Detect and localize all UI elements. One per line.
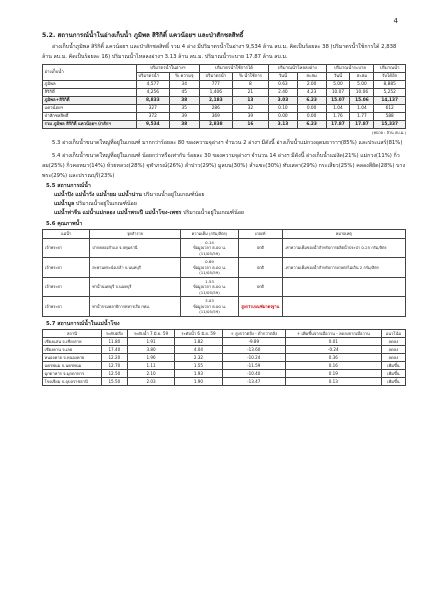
station-name: ท่าน้ำกรมพลาธิการทหารเรือ กทม. [90, 297, 181, 317]
table-row [43, 238, 406, 258]
remark: -ค่าความเค็มของน้ำสำหรับการเกษตรไม่เกิน 2 กรัม/ลิตร [282, 258, 405, 278]
subcol: ปริมาตรน้ำ [199, 73, 232, 81]
table-cell: 777 [199, 81, 232, 89]
criteria: ปกติ [239, 277, 283, 297]
table-cell: 2,183 [199, 97, 232, 105]
salinity-cell [180, 297, 238, 317]
criteria: ปกติ [239, 238, 283, 258]
remark [282, 277, 405, 297]
table-row [43, 81, 406, 89]
reservoir-name: ภูมิพล [43, 81, 137, 89]
subcol: สะสม [297, 73, 326, 81]
river-status-item [54, 209, 406, 218]
table-cell: 0.00 [297, 105, 326, 113]
mekong-col-header: + เพิ่มขึ้นจากเมื่อวาน - ลดลงจากเมื่อวาน [285, 329, 381, 337]
table-cell: 14,137 [374, 97, 406, 105]
salinity-value: 3.03 [205, 298, 214, 303]
table-cell: 2.10 [127, 369, 174, 377]
table-row [43, 353, 406, 361]
table-cell: 32 [232, 105, 268, 113]
document-body [42, 30, 406, 386]
table-cell: 34 [169, 81, 199, 89]
col-capacity: ปริมาณน้ำ [374, 65, 406, 73]
table-cell: 3.80 [127, 345, 174, 353]
table-cell: 39 [232, 113, 268, 121]
section-5-2-paragraph: อ่างเก็บน้ำภูมิพล สิริกิติ์ แควน้อยฯ และป่าสักชลสิทธิ์ รวม 4 อ่าง มีปริมาตรน้ำในอ่างฯ 9,534 ล้าน ลบ.ม. คิดเป็นร้อยละ 38 (ปริมาตรน้ำใช้การได้ 2,838 ล้าน ลบ.ม. คิดเป็นร้อยละ 16) ปริมาณน้ำไหลลงอ่างฯ 3.13 ล้าน ลบ.ม. ปริมาณน้ำระบาย 17.87 ล้าน ลบ.ม. [42, 44, 397, 60]
criteria: สูงกว่าเกณฑ์มาตรฐาน [239, 297, 283, 317]
criteria: ปกติ [239, 258, 283, 278]
table-cell: 369 [199, 113, 232, 121]
subcol: % น้ำใช้การ [232, 73, 268, 81]
col-salinity: ความเค็ม (กรัม/ลิตร) [180, 230, 238, 239]
remark [282, 297, 405, 317]
table-cell: 8 [232, 81, 268, 89]
col-river: แม่น้ำ [43, 230, 90, 239]
reservoir-name: รวม ภูมิพล สิริกิติ์ แควน้อยฯ ป่าสักฯ [43, 121, 137, 129]
table-row [43, 377, 406, 385]
table-cell: -13.60 [222, 345, 285, 353]
table-cell: 1.77 [350, 113, 374, 121]
table-row [43, 361, 406, 369]
table-cell: เพิ่มขึ้น [381, 361, 405, 369]
station-name: ท่าน้ำนนทบุรี จ.นนทบุรี [90, 277, 181, 297]
section-5-5-heading: 5.5 สถานการณ์น้ำ [46, 183, 91, 189]
col-volume: ปริมาตรน้ำในอ่างฯ [136, 65, 199, 73]
mekong-col-header: แนวโน้ม [381, 329, 405, 337]
table-cell: 3.13 [269, 121, 298, 129]
river-status: ปริมาณน้ำอยู่ในเกณฑ์น้อย [181, 210, 244, 216]
table-cell: 1.96 [127, 353, 174, 361]
table-cell: 0.13 [285, 377, 381, 385]
table-cell: 0.36 [285, 353, 381, 361]
table-row [43, 89, 406, 97]
table-cell: 17.87 [350, 121, 374, 129]
table-cell: 4.04 [175, 345, 222, 353]
mekong-col-header: ระดับน้ำ 7 มิ.ย. 59 [127, 329, 174, 337]
river-names: แม่น้ำมูล [54, 201, 75, 207]
table-cell: 17.87 [326, 121, 350, 129]
table-cell: 38 [169, 97, 199, 105]
station-name: สะพานพระนั่งเกล้า จ.นนทบุรี [90, 258, 181, 278]
table-cell: 1.93 [175, 369, 222, 377]
table-cell: 15.50 [101, 377, 127, 385]
section-5-6-heading: 5.6 คุณภาพน้ำ [46, 221, 83, 227]
salinity-cell [180, 258, 238, 278]
table-row [43, 345, 406, 353]
section-5-4: 5.4 อ่างเก็บน้ำขนาดใหญ่ที่อยู่ในเกณฑ์ น้อยกว่าหรือเท่ากับ ร้อยละ 30 ของความจุอ่างฯ จำนวน 14 อ่างฯ มีดังนี้ อ่างเก็บน้ำแม่งัด(21%) แม่กวง(11%) กิ่วลม(25%) กิ่วคอหมา(14%) ห้วยหลวง(28%) จุฬาภรณ์(26%) ลำปาว(29%) มูลบน(30%) ลำแซะ(30%) ทับเสลา(29%) กระเสียว(25%) คลองสียัด(28%) บางพระ(29%) และปราณบุรี(23%) [42, 153, 406, 179]
station-name: นครพนม จ.นครพนม [43, 361, 102, 369]
table-cell: 0.10 [269, 105, 298, 113]
table-cell: 2.32 [175, 353, 222, 361]
table-cell: -10.40 [222, 369, 285, 377]
table-cell: 6.23 [297, 97, 326, 105]
station-name: โขงเจียม จ.อุบลราชธานี [43, 377, 102, 385]
table-cell: 1.04 [350, 105, 374, 113]
table-cell: 1.82 [175, 337, 222, 345]
table-cell: -13.47 [222, 377, 285, 385]
water-quality-table [42, 229, 406, 317]
table-row [43, 277, 406, 297]
remark: -ค่าความเค็มของน้ำสำหรับการผลิตน้ำประปา 0.25 กรัม/ลิตร [282, 238, 405, 258]
river-name: เจ้าพระยา [43, 238, 90, 258]
subcol: วันนี้ [326, 73, 350, 81]
station-name: เชียงแสน จ.เชียงราย [43, 337, 102, 345]
river-name: เจ้าพระยา [43, 297, 90, 317]
mekong-col-header: ระดับน้ำ 6 มิ.ย. 59 [175, 329, 222, 337]
subcol: ปริมาตรน้ำ [136, 73, 169, 81]
table-cell: 2.03 [127, 377, 174, 385]
table-cell: 16 [232, 121, 268, 129]
table-cell: 588 [374, 113, 406, 121]
table-cell: 0.19 [285, 369, 381, 377]
col-reservoir: อ่างเก็บน้ำ [43, 65, 137, 81]
table-cell: เพิ่มขึ้น [381, 369, 405, 377]
table-cell: 2.40 [269, 89, 298, 97]
table-cell: 1.76 [326, 113, 350, 121]
station-name: มุกดาหาร จ.มุกดาหาร [43, 369, 102, 377]
subcol: รับได้อีก [374, 73, 406, 81]
table-cell: -11.59 [222, 361, 285, 369]
mekong-table [42, 329, 406, 386]
table-cell: 0.63 [269, 81, 298, 89]
table-cell: 1.11 [127, 361, 174, 369]
col-outflow: ปริมาณน้ำระบาย [326, 65, 374, 73]
table-row [43, 97, 406, 105]
table-cell: 286 [199, 105, 232, 113]
table-cell: 10.06 [350, 89, 374, 97]
table-cell: 15.07 [326, 97, 350, 105]
mekong-col-header: ระดับตลิ่ง [101, 329, 127, 337]
salinity-value: 0.89 [205, 259, 214, 264]
table-cell: 3.03 [269, 97, 298, 105]
subcol: วันนี้ [269, 73, 298, 81]
table-cell: 5,252 [374, 89, 406, 97]
table-cell: 15,337 [374, 121, 406, 129]
river-status-item [54, 191, 406, 200]
table-cell: 5.00 [350, 81, 374, 89]
table-cell: 8,885 [374, 81, 406, 89]
table-cell: 5.00 [326, 81, 350, 89]
table-cell: ลดลง [381, 337, 405, 345]
table-cell: 4.23 [297, 89, 326, 97]
river-status: ปริมาณน้ำอยู่ในเกณฑ์น้อย [141, 192, 205, 198]
mekong-col-header: สถานี [43, 329, 102, 337]
table-cell: 2,838 [199, 121, 232, 129]
table-cell: 9,534 [136, 121, 169, 129]
table-cell: 1.55 [175, 361, 222, 369]
table-cell: 39 [169, 113, 199, 121]
table-cell: 21 [232, 89, 268, 97]
table-cell: 0.01 [285, 337, 381, 345]
river-names: แม่น้ำท่าจีน แม่น้ำแม่กลอง แม่น้ำพระปี แม่น้ำโขง-เพชร [54, 210, 182, 216]
table-cell: 0.16 [285, 361, 381, 369]
salinity-time: ข้อมูลเวลา 8.00 น. (11/05/59) [192, 284, 226, 295]
river-status-item [54, 200, 406, 209]
table-cell: 1.91 [127, 337, 174, 345]
table-cell: 612 [374, 105, 406, 113]
table-cell: 38 [169, 121, 199, 129]
col-remark: หมายเหตุ [282, 230, 405, 239]
table-cell: ลดลง [381, 353, 405, 361]
river-name: เจ้าพระยา [43, 277, 90, 297]
salinity-time: ข้อมูลเวลา 8.00 น. (11/05/59) [192, 303, 226, 314]
table-cell: 1,406 [199, 89, 232, 97]
table-cell: เพิ่มขึ้น [381, 377, 405, 385]
col-inflow: ปริมาณน้ำไหลลงอ่าง [269, 65, 326, 73]
table-cell: ลดลง [381, 345, 405, 353]
table-row [43, 337, 406, 345]
table-cell: 1.04 [326, 105, 350, 113]
station-name: หนองคาย จ.หนองคาย [43, 353, 102, 361]
river-name: เจ้าพระยา [43, 258, 90, 278]
river-names: แม่น้ำปิง แม่น้ำวัง แม่น้ำยม แม่น้ำน่าน [54, 192, 142, 198]
table-cell: 0.00 [269, 113, 298, 121]
table-cell: 35 [169, 105, 199, 113]
salinity-cell [180, 277, 238, 297]
table-cell: 17.40 [101, 345, 127, 353]
reservoir-table [42, 64, 406, 129]
salinity-value: 1.53 [205, 278, 214, 284]
table-row [43, 113, 406, 121]
table-cell: 0.00 [297, 113, 326, 121]
salinity-time: ข้อมูลเวลา 8.00 น. (11/05/59) [192, 264, 226, 275]
table-cell: 12.70 [101, 361, 127, 369]
station-name: ปากคลองสำแล จ.ปทุมธานี [90, 238, 181, 258]
table-cell: 13 [232, 97, 268, 105]
table-cell: 327 [136, 105, 169, 113]
table-cell: 372 [136, 113, 169, 121]
table-cell: 4,577 [136, 81, 169, 89]
table-cell: 12.20 [101, 353, 127, 361]
table-cell: -0.24 [285, 345, 381, 353]
section-5-7-heading: 5.7 สถานการณ์น้ำในแม่น้ำโขง [46, 320, 120, 327]
subcol: % ความจุ [169, 73, 199, 81]
table-cell: 4,256 [136, 89, 169, 97]
col-point: จุดสำรวจ [90, 230, 181, 239]
unit-note: (หน่วย : ล้าน ลบ.ม.) [371, 130, 406, 135]
page-number: 4 [393, 17, 398, 25]
river-status: ปริมาณน้ำอยู่ในเกณฑ์น้อย [74, 201, 137, 207]
table-cell: 11.80 [101, 337, 127, 345]
table-row [43, 297, 406, 317]
reservoir-name: ภูมิพล+สิริกิติ์ [43, 97, 137, 105]
salinity-time: ข้อมูลเวลา 8.00 น. (11/05/59) [192, 245, 226, 256]
table-row [43, 369, 406, 377]
table-row [43, 121, 406, 129]
section-5-3: 5.3 อ่างเก็บน้ำขนาดใหญ่ที่อยู่ในเกณฑ์ มากกว่าร้อยละ 80 ของความจุอ่างฯ จำนวน 2 อ่างฯ มีดังนี้ อ่างเก็บน้ำแม่กวงอุดมธาราฯ(85%) และประแสร์(81%) [52, 140, 403, 146]
reservoir-name: แควน้อยฯ [43, 105, 137, 113]
table-cell: 6.23 [297, 121, 326, 129]
station-name: เชียงคาน จ.เลย [43, 345, 102, 353]
salinity-value: 0.14 [205, 239, 214, 245]
mekong-col-header: + สูงกว่าตลิ่ง - ต่ำกว่าตลิ่ง [222, 329, 285, 337]
section-5-2-heading: 5.2. สถานการณ์น้ำในอ่างเก็บน้ำ ภูมิพล สิริกิติ์ แควน้อยฯ และป่าสักชลสิทธิ์ [42, 32, 244, 39]
table-cell: -9.89 [222, 337, 285, 345]
table-cell: 45 [169, 89, 199, 97]
col-criteria: เกณฑ์ [239, 230, 283, 239]
table-cell: 15.06 [350, 97, 374, 105]
reservoir-name: สิริกิติ์ [43, 89, 137, 97]
table-row [43, 105, 406, 113]
table-cell: -10.24 [222, 353, 285, 361]
col-usable: ปริมาตรน้ำใช้การได้ [199, 65, 268, 73]
table-cell: 10.07 [326, 89, 350, 97]
subcol: สะสม [350, 73, 374, 81]
reservoir-name: ป่าสักชลสิทธิ์ [43, 113, 137, 121]
table-cell: 2.00 [297, 81, 326, 89]
table-cell: 1.90 [175, 377, 222, 385]
table-row [43, 258, 406, 278]
table-cell: 8,833 [136, 97, 169, 105]
salinity-cell [180, 238, 238, 258]
table-cell: 12.50 [101, 369, 127, 377]
